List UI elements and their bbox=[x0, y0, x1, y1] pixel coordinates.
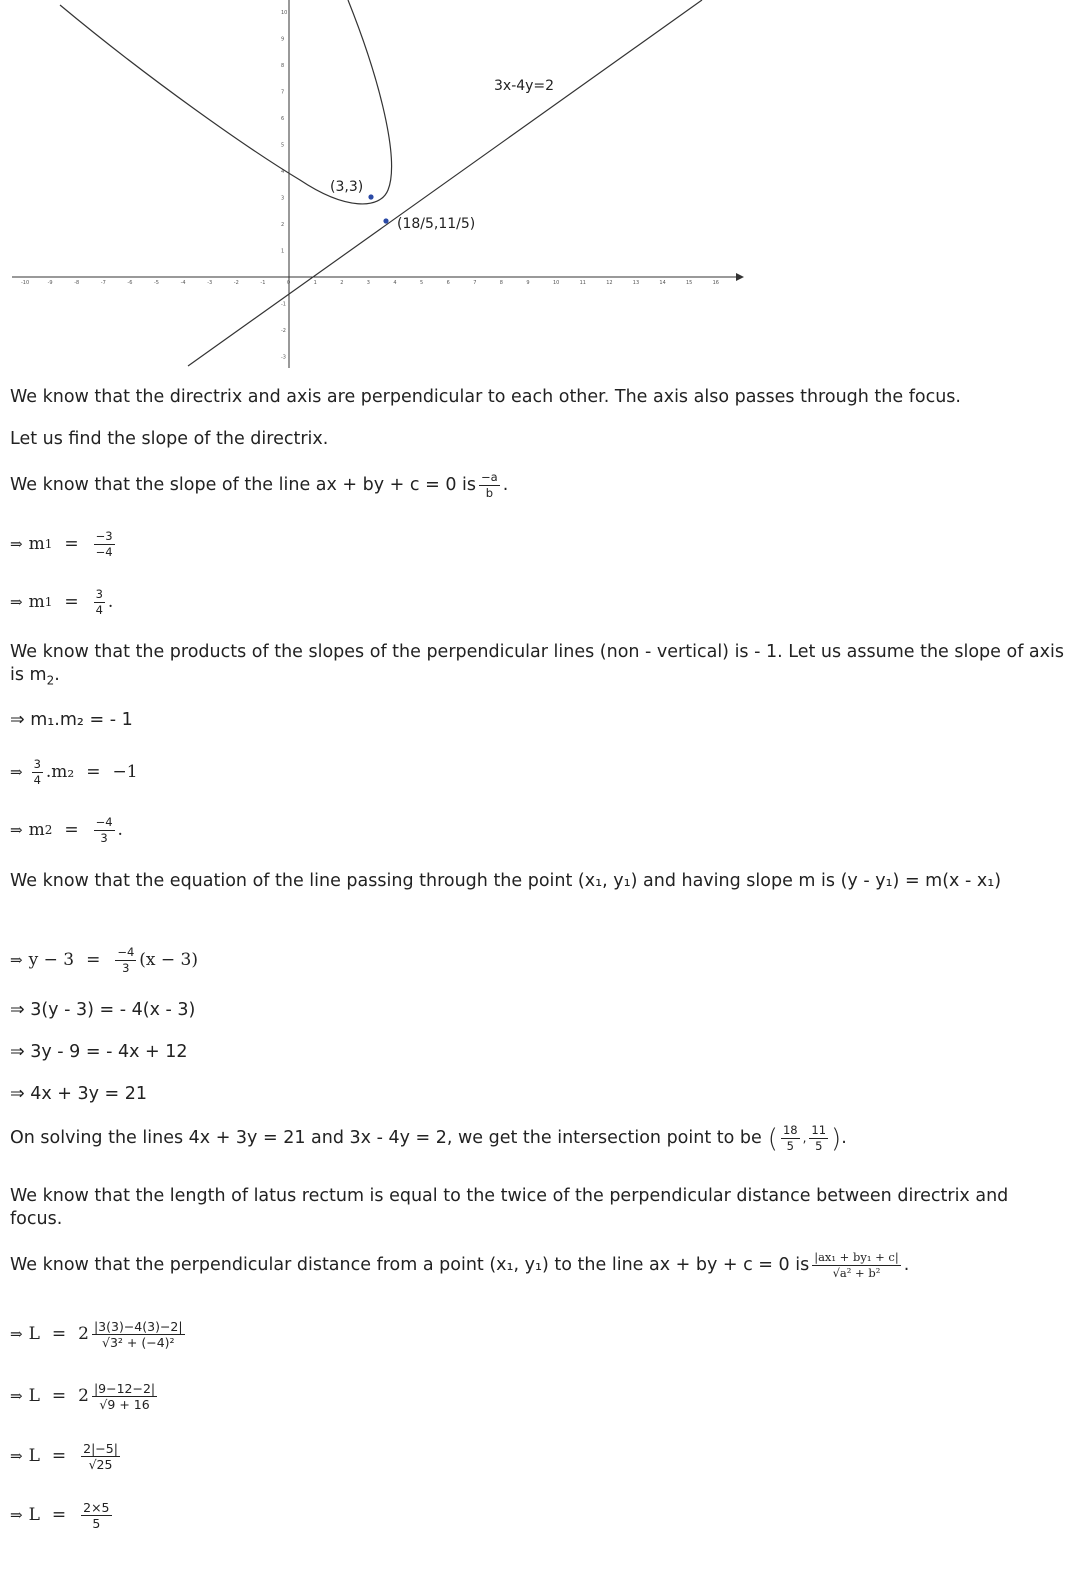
fraction-numerator: |9−12−2| bbox=[93, 1380, 156, 1396]
sub-1: 1 bbox=[44, 537, 53, 551]
fraction-numerator: |3(3)−4(3)−2| bbox=[93, 1318, 183, 1334]
eq-m1-first: ⇒ m 1 = $\frac{-3}{-4}$ bbox=[10, 528, 113, 559]
y-tick-label: -2 bbox=[281, 328, 286, 334]
intersection-x bbox=[781, 1124, 800, 1153]
slope-formula-fraction bbox=[479, 471, 500, 500]
sub-1: 1 bbox=[44, 595, 53, 609]
x-tick-label: 11 bbox=[579, 280, 586, 286]
fraction-denominator: b bbox=[485, 486, 493, 500]
fraction-numerator: 18 bbox=[782, 1123, 798, 1137]
y-tick-labels bbox=[281, 10, 287, 361]
x-tick-label: 9 bbox=[526, 280, 530, 286]
fraction-numerator: −3 bbox=[95, 528, 113, 543]
paragraph-slope-formula: We know that the slope of the line ax + by + c = 0 is $\frac{-a}{b}$ . bbox=[10, 470, 509, 500]
fraction-numerator: 2|−5| bbox=[83, 1440, 118, 1456]
m1-fraction-b bbox=[94, 588, 105, 617]
eq-product: ⇒ m₁.m₂ = - 1 bbox=[10, 710, 133, 730]
y-tick-label: 1 bbox=[281, 248, 285, 255]
m1-fraction-a bbox=[94, 530, 115, 559]
step-3: ⇒ 4x + 3y = 21 bbox=[10, 1084, 148, 1104]
intersection-y bbox=[809, 1124, 828, 1153]
paragraph-point-slope: We know that the equation of the line passing through the point (x₁, y₁) and having slope m is (y - y₁) = m(x - x₁) bbox=[10, 871, 1002, 891]
x-tick-label: -8 bbox=[74, 280, 80, 286]
eq-m1-second: ⇒ m 1 = $\frac{3}{4}$ . bbox=[10, 586, 114, 617]
foot-point bbox=[383, 218, 388, 223]
paragraph-find-slope: Let us find the slope of the directrix. bbox=[10, 429, 329, 449]
focus-label: (3,3) bbox=[330, 179, 364, 195]
eq-product-text: m₁.m₂ = - 1 bbox=[30, 710, 133, 730]
x-tick-label: -1 bbox=[260, 280, 266, 286]
fraction-denominator: 3 bbox=[100, 830, 108, 845]
m2-term: .m₂ bbox=[45, 762, 75, 782]
x-tick-label: -9 bbox=[47, 280, 53, 286]
sub-2: 2 bbox=[46, 673, 55, 688]
rhs-value: −1 bbox=[112, 762, 138, 782]
line-rhs: (x − 3) bbox=[139, 950, 198, 970]
x-tick-label: 12 bbox=[606, 280, 613, 286]
x-tick-label: 3 bbox=[366, 280, 370, 286]
paragraph-distance-formula: We know that the perpendicular distance from a point (x₁, y₁) to the line ax + by + c = 0 is $\frac{\text{|ax₁ + by₁ + c|}}{\text{√a² + b²}}$ . bbox=[10, 1250, 910, 1280]
paragraph-perp-product: We know that the products of the slopes of the perpendicular lines (non - vertical) is - 1. Let us assume the slope of axis is $m_2$. bbox=[10, 642, 1064, 688]
var-L: L bbox=[28, 1446, 40, 1466]
x-tick-label: 14 bbox=[659, 280, 666, 286]
y-tick-label: 8 bbox=[281, 63, 285, 69]
slope-formula-text: We know that the slope of the line ax + by + c = 0 is bbox=[10, 475, 476, 495]
var-m: m bbox=[28, 592, 45, 612]
fraction-numerator: −4 bbox=[95, 814, 113, 829]
L2-fraction bbox=[92, 1382, 157, 1411]
y-tick-label: 5 bbox=[281, 142, 285, 149]
distance-formula-fraction bbox=[812, 1251, 901, 1280]
directrix-label: 3x-4y=2 bbox=[494, 78, 555, 94]
paragraph-latus-rectum: We know that the length of latus rectum is equal to the twice of the perpendicular distance between directrix and focus. bbox=[10, 1186, 1009, 1229]
coefficient: 2 bbox=[78, 1386, 89, 1406]
x-tick-labels bbox=[21, 280, 719, 286]
x-tick-label: -10 bbox=[21, 280, 30, 286]
m2-fraction bbox=[94, 816, 115, 845]
fraction-numerator: 3 bbox=[95, 586, 103, 601]
y-tick-label: 6 bbox=[281, 116, 285, 122]
x-tick-label: 15 bbox=[686, 280, 693, 286]
y-tick-label: 4 bbox=[281, 169, 285, 175]
step-1: ⇒ 3(y - 3) = - 4(x - 3) bbox=[10, 1000, 196, 1020]
x-tick-label: 13 bbox=[632, 280, 640, 286]
var-L: L bbox=[28, 1386, 40, 1406]
fraction-denominator: 5 bbox=[92, 1515, 101, 1531]
step-2: ⇒ 3y - 9 = - 4x + 12 bbox=[10, 1042, 188, 1062]
x-tick-label: 7 bbox=[473, 280, 477, 286]
y-tick-label: -1 bbox=[281, 301, 286, 308]
x-tick-label: 10 bbox=[553, 280, 560, 286]
fraction-denominator: −4 bbox=[95, 544, 113, 559]
eq-product-2: ⇒ $\frac{3}{4}$ .m₂ = −1 bbox=[10, 756, 138, 787]
x-tick-label: 16 bbox=[712, 280, 719, 286]
focus-point bbox=[368, 194, 373, 199]
x-tick-label: -7 bbox=[100, 280, 106, 286]
eq-L-3: ⇒ L = $\frac{2|-5|}{√25}$ bbox=[10, 1440, 118, 1472]
fraction-denominator: √9 + 16 bbox=[99, 1396, 150, 1412]
y-tick-label: 2 bbox=[281, 222, 285, 228]
eq-L-4: ⇒ L = $\frac{2\times 5}{5}$ bbox=[10, 1499, 110, 1531]
x-tick-label: 0 bbox=[287, 280, 291, 286]
fraction-numerator: −a bbox=[481, 470, 498, 484]
var-L: L bbox=[28, 1505, 40, 1525]
fraction-numerator: −4 bbox=[117, 944, 135, 959]
x-tick-label: 1 bbox=[313, 280, 317, 286]
fraction-numerator: |ax₁ + by₁ + c| bbox=[814, 1250, 899, 1264]
x-tick-label: -4 bbox=[180, 280, 186, 286]
distance-formula-text: We know that the perpendicular distance from a point (x₁, y₁) to the line ax + by + c = 0 is bbox=[10, 1255, 810, 1275]
y-tick-label: 10 bbox=[281, 10, 288, 16]
fraction-numerator: 11 bbox=[811, 1123, 827, 1137]
three-quarters-fraction bbox=[32, 758, 43, 787]
eq-L-2: ⇒ L = 2 $\frac{|9-12-2|}{√9 + 16}$ bbox=[10, 1380, 156, 1412]
L1-fraction bbox=[92, 1320, 185, 1349]
y-tick-label: 9 bbox=[281, 36, 285, 43]
coefficient: 2 bbox=[78, 1324, 89, 1344]
line-slope-fraction bbox=[115, 946, 136, 975]
x-tick-label: -6 bbox=[127, 280, 133, 286]
y-tick-label: 7 bbox=[281, 89, 285, 96]
eq-line: ⇒ y − 3 = $\frac{-4}{3}$ (x − 3) bbox=[10, 944, 198, 975]
eq-m2: ⇒ m 2 = $\frac{-4}{3}$ . bbox=[10, 814, 123, 845]
parabola-curve bbox=[60, 0, 392, 204]
foot-label: (18/5,11/5) bbox=[397, 216, 476, 232]
x-tick-label: 2 bbox=[340, 280, 344, 286]
y-tick-label: -3 bbox=[281, 354, 286, 361]
fraction-denominator: √3² + (−4)² bbox=[102, 1334, 175, 1350]
L3-fraction bbox=[81, 1442, 120, 1471]
fraction-denominator: 3 bbox=[122, 960, 130, 975]
paragraph-intersection: On solving the lines 4x + 3y = 21 and 3x - 4y = 2, we get the intersection point to be ( $\frac{18}{5}$ , $\frac{11}{5}$ ) . bbox=[10, 1123, 847, 1154]
x-tick-label: 6 bbox=[446, 280, 450, 286]
line-lhs: y − 3 bbox=[28, 950, 75, 970]
perp-product-text: We know that the products of the slopes of the perpendicular lines (non - vertical) is - 1. Let us assume the slope of axis is m bbox=[10, 642, 1064, 685]
x-tick-label: -3 bbox=[207, 280, 213, 286]
fraction-denominator: √a² + b² bbox=[832, 1266, 881, 1280]
fraction-denominator: 5 bbox=[815, 1139, 823, 1153]
parabola-graph bbox=[0, 0, 760, 372]
L4-fraction bbox=[81, 1501, 111, 1530]
x-tick-label: 4 bbox=[393, 280, 397, 286]
paragraph-perpendicular: We know that the directrix and axis are perpendicular to each other. The axis also passes through the focus. bbox=[10, 387, 961, 407]
fraction-denominator: 4 bbox=[95, 602, 103, 617]
fraction-numerator: 2×5 bbox=[83, 1499, 110, 1515]
fraction-numerator: 3 bbox=[33, 756, 41, 771]
intersection-text: On solving the lines 4x + 3y = 21 and 3x - 4y = 2, we get the intersection point to be bbox=[10, 1128, 762, 1148]
var-m: m bbox=[28, 534, 45, 554]
var-L: L bbox=[28, 1324, 40, 1344]
x-tick-label: 8 bbox=[499, 280, 503, 286]
fraction-denominator: √25 bbox=[88, 1456, 113, 1472]
x-tick-label: 5 bbox=[420, 280, 424, 286]
y-tick-label: 3 bbox=[281, 195, 285, 202]
fraction-denominator: 4 bbox=[33, 772, 41, 787]
x-tick-label: -2 bbox=[233, 280, 239, 286]
fraction-denominator: 5 bbox=[786, 1139, 794, 1153]
x-tick-label: -5 bbox=[154, 280, 159, 286]
eq-L-1: ⇒ L = 2 $\frac{|3(3)-4(3)-2|}{\text{√3² + (−4)²}}$ bbox=[10, 1318, 183, 1350]
directrix-line bbox=[188, 0, 702, 366]
